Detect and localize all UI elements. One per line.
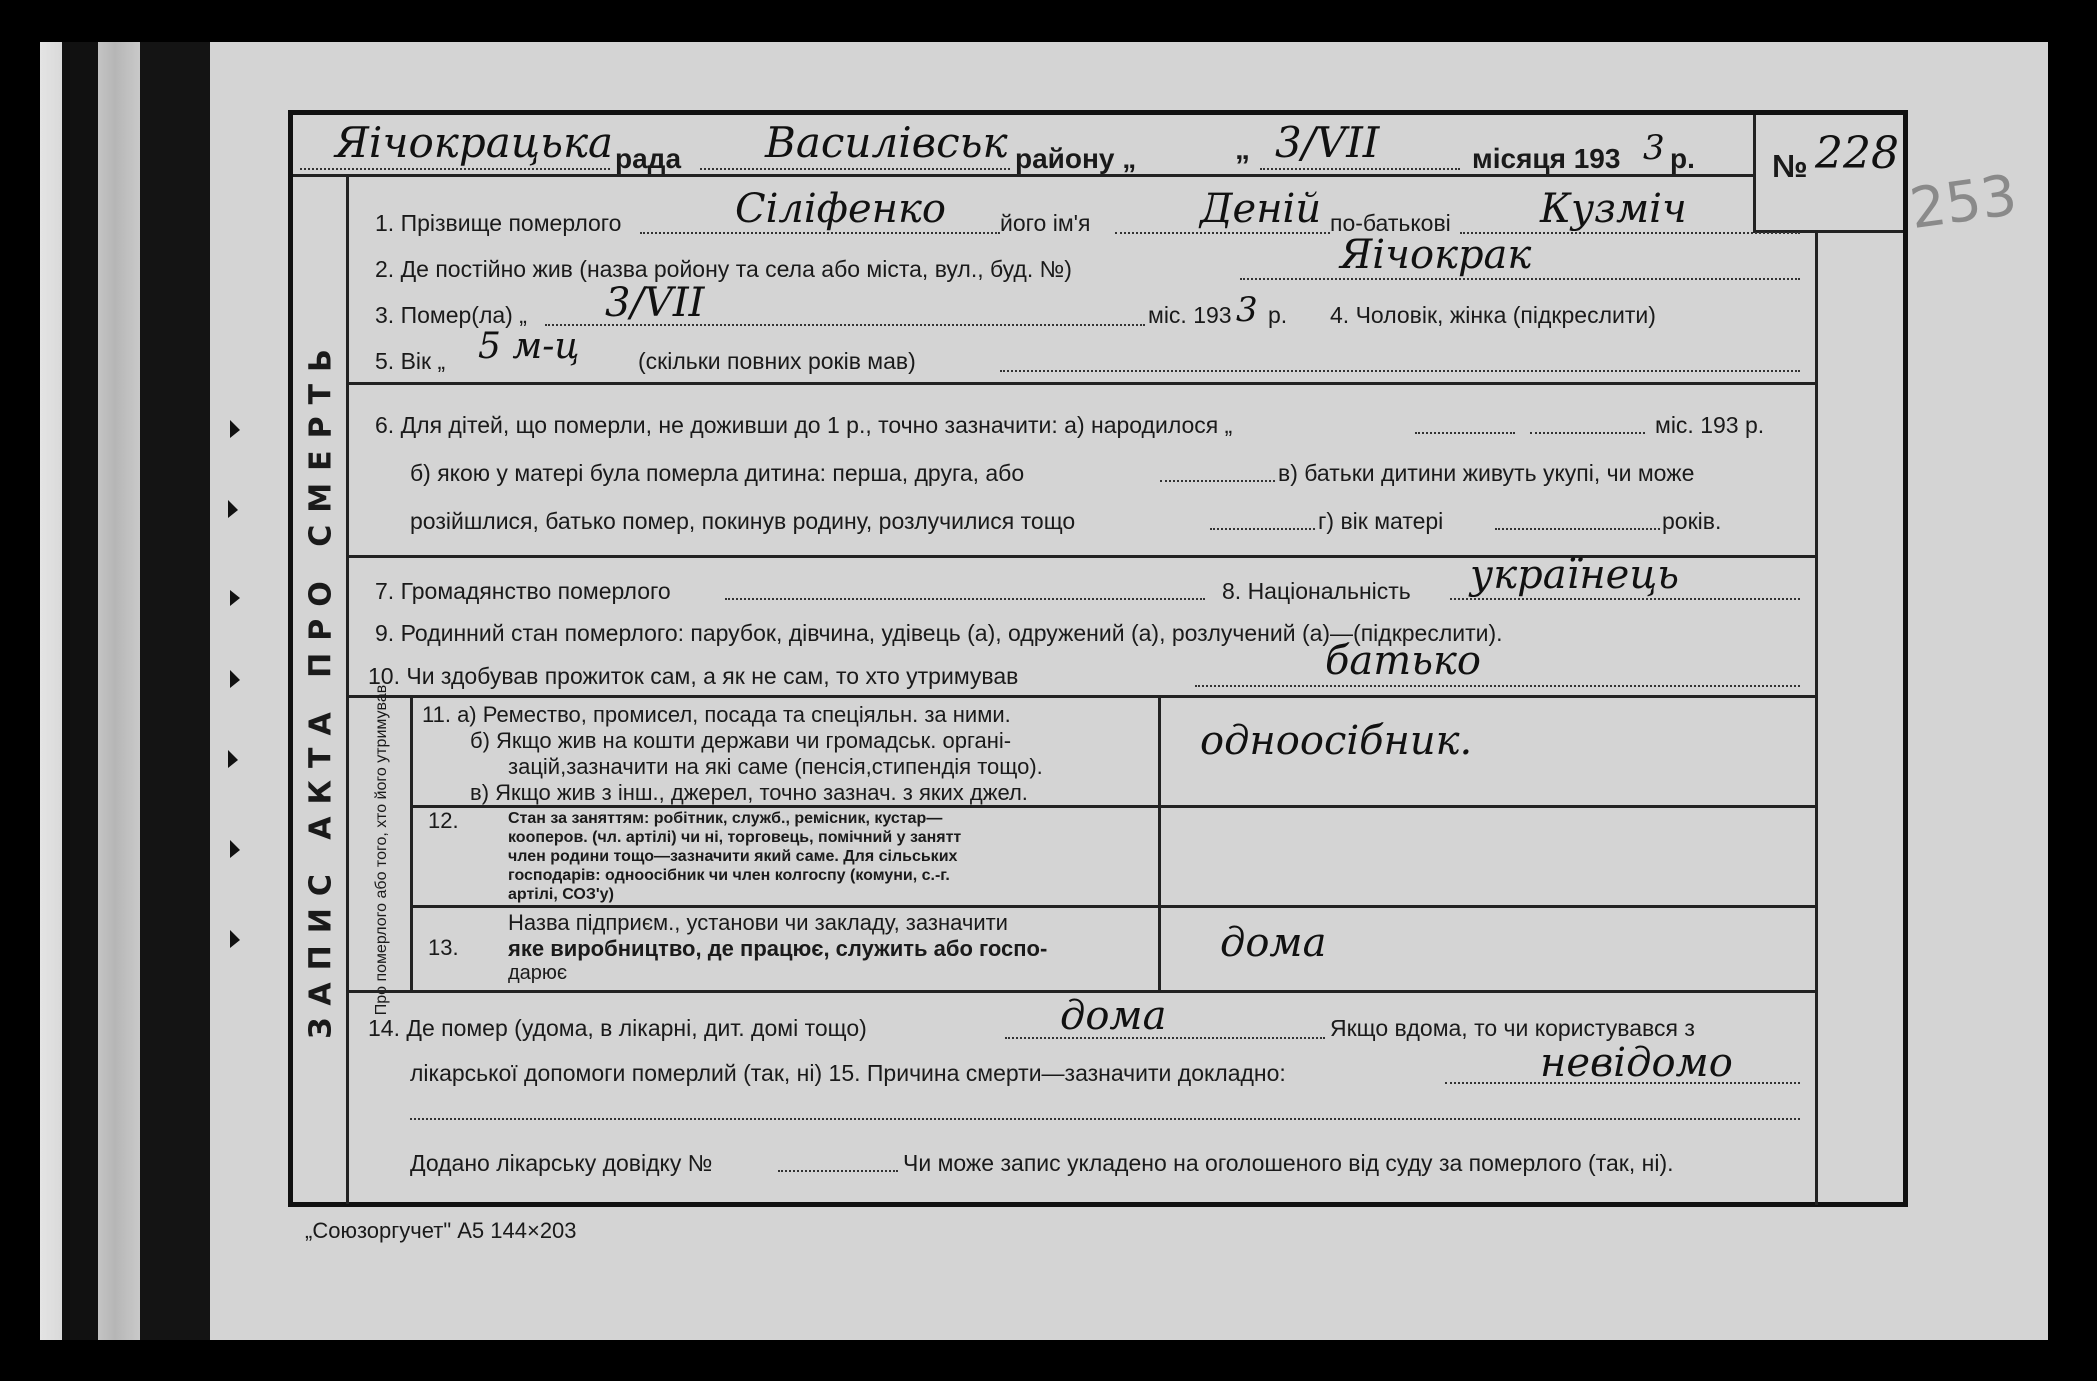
row11-c: в) Якщо жив з інш., джерел, точно зазнач. з яких джел. [470, 780, 1028, 805]
punch-mark-5 [228, 750, 238, 768]
row6-line1-end: міс. 193 р. [1655, 412, 1765, 438]
row1-label: 1. Прізвище померлого [375, 210, 622, 236]
row8-dots [1450, 598, 1800, 600]
side-label-text: Про померлого або того, хто його утримував [373, 684, 390, 1016]
row1-patronymic: Кузміч [1540, 186, 1687, 232]
row6-dots-e [1495, 528, 1660, 530]
divider-3 [346, 695, 1815, 698]
row6-line2-end: в) батьки дитини живуть укупі, чи може [1278, 460, 1695, 486]
punch-marks [200, 400, 270, 980]
right-column-line [1815, 230, 1818, 1205]
row6-dots-b [1530, 432, 1645, 434]
row5-rest: (скільки повних років мав) [638, 348, 916, 374]
row14-rest: Якщо вдома, то чи користувався з [1330, 1015, 1695, 1041]
row16-dots [778, 1170, 898, 1172]
date-open-quote: „ [1235, 133, 1250, 166]
value-column-line [1158, 695, 1161, 990]
punch-mark-3 [230, 590, 240, 606]
row6-line2: б) якою у матері була померла дитина: перша, друга, або [410, 460, 1025, 486]
row10-value: батько [1325, 638, 1481, 684]
row6-line3: розійшлися, батько помер, покинув родину, розлучилися тощо [410, 508, 1076, 534]
divider-1 [346, 382, 1815, 385]
row16-label: Додано лікарську довідку № [410, 1150, 713, 1176]
row12-l1: Стан за заняттям: робітник, служб., ремісник, кустар— [508, 810, 943, 827]
district-dots [700, 168, 1010, 170]
row3-year-label: міс. 193 [1148, 302, 1232, 328]
row2-value: Яічокрак [1340, 232, 1532, 278]
row16-rest: Чи може запис укладено на оголошеного від суду за померлого (так, ні). [903, 1150, 1674, 1176]
row6-line3-mid: г) вік матері [1318, 508, 1444, 534]
row13-l3: дарює [508, 962, 568, 984]
archive-number: 253 [1905, 162, 2021, 243]
row3-year-suffix: р. [1268, 302, 1288, 328]
row14-dots [1005, 1037, 1325, 1039]
row11-value: одноосібник. [1200, 718, 1473, 764]
row8-label: 8. Національність [1222, 578, 1411, 604]
row13-num: 13. [428, 935, 459, 960]
row5-value: 5 м-ц [478, 326, 580, 367]
row6-dots-d [1210, 528, 1315, 530]
row15-dots [1445, 1082, 1800, 1084]
punch-mark-6 [230, 840, 240, 858]
row8-value: українець [1470, 552, 1680, 598]
punch-mark-2 [228, 500, 238, 518]
date-dots [1260, 168, 1460, 170]
row1-dots-b [1115, 232, 1330, 234]
month-label: місяця 193 [1472, 143, 1621, 174]
row6-dots-c [1160, 480, 1275, 482]
row11-b: б) Якщо жив на кошти держави чи громадськ. органі- [470, 728, 1012, 753]
row7-label: 7. Громадянство померлого [375, 578, 671, 604]
row1-patr-label: по-батькові [1330, 210, 1451, 236]
row15-dots-2 [410, 1118, 1800, 1120]
punch-mark-1 [230, 420, 240, 438]
row7-dots [725, 598, 1205, 600]
year-suffix: р. [1670, 143, 1695, 174]
row5-label: 5. Вік „ [375, 348, 446, 374]
row13-l2: яке виробництво, де працює, служить або госпо- [508, 936, 1048, 961]
council-label: рада [615, 143, 682, 174]
punch-mark-7 [230, 930, 240, 948]
footer-print: „Союзоргучет" А5 144×203 [305, 1218, 577, 1243]
vertical-title [293, 174, 348, 1202]
row14-value: дома [1060, 993, 1167, 1039]
row4-label: 4. Чоловік, жінка (підкреслити) [1330, 302, 1656, 328]
district-label: району „ [1015, 143, 1137, 174]
row6-line1: 6. Для дітей, що померли, не доживши до 1 р., точно зазначити: а) народилося „ [375, 412, 1233, 438]
row12-l3: член родини тощо—зазначити який саме. Для сільських [508, 848, 958, 865]
row13-value: дома [1220, 920, 1327, 966]
row2-label: 2. Де постійно жив (назва ройону та села або міста, вул., буд. №) [375, 256, 1072, 282]
binding-shadow [62, 42, 98, 1340]
row1-dots-a [640, 232, 1000, 234]
vertical-title-text: ЗАПИС АКТА ПРО СМЕРТЬ [303, 337, 338, 1039]
row12-num: 12. [428, 808, 459, 833]
district-name: Василівськ [765, 118, 1008, 167]
row1-surname: Сіліфенко [735, 186, 946, 232]
row13-l1: Назва підприєм., установи чи закладу, зазначити [508, 910, 1008, 935]
row3-date: 3/VII [605, 280, 705, 326]
council-dots [300, 168, 610, 170]
row5-dots [1000, 370, 1800, 372]
row14-label: 14. Де помер (удома, в лікарні, дит. домі тощо) [368, 1015, 867, 1041]
punch-mark-4 [230, 670, 240, 688]
header-year: 3 [1643, 128, 1665, 168]
row3-dots [545, 324, 1145, 326]
row1-name-label: його ім'я [1000, 210, 1091, 236]
divider-11 [410, 805, 1815, 808]
row11-b2: зацій,зазначити на які саме (пенсія,стипендія тощо). [508, 754, 1043, 779]
row6-line3-end: років. [1662, 508, 1722, 534]
row2-dots [1240, 278, 1800, 280]
row12-l4: господарів: одноосібник чи член колгоспу (комуни, с.-г. [508, 867, 950, 884]
row6-dots-a [1415, 432, 1515, 434]
row10-label: 10. Чи здобував прожиток сам, а як не сам, то хто утримував [368, 663, 1019, 689]
council-name: Яічокрацька [335, 118, 614, 167]
row9-label: 9. Родинний стан померлого: парубок, дівчина, удівець (а), одружений (а), розлучений (а)—(підкреслити). [375, 620, 1503, 646]
number-prefix: № [1772, 148, 1808, 184]
row15-value: невідомо [1540, 1040, 1733, 1086]
divider-12 [410, 905, 1815, 908]
row10-dots [1195, 685, 1800, 687]
side-label [352, 684, 412, 1016]
header-date: 3/VII [1275, 118, 1380, 167]
row3-label: 3. Помер(ла) „ [375, 302, 527, 328]
row12-l2: кооперов. (чл. артілі) чи ні, торговець, помічний у занятт [508, 829, 962, 846]
row12-l5: артілі, СОЗ'у) [508, 886, 614, 903]
row1-name: Деній [1200, 186, 1322, 232]
row11-a: 11. а) Ремество, промисел, посада та спеціяльн. за ними. [422, 702, 1011, 727]
record-number: 228 [1815, 128, 1899, 179]
row3-year: 3 [1236, 290, 1258, 330]
number-box-left [1753, 115, 1756, 230]
row15-label: лікарської допомоги померлий (так, ні) 15. Причина смерти—зазначити докладно: [410, 1060, 1286, 1086]
